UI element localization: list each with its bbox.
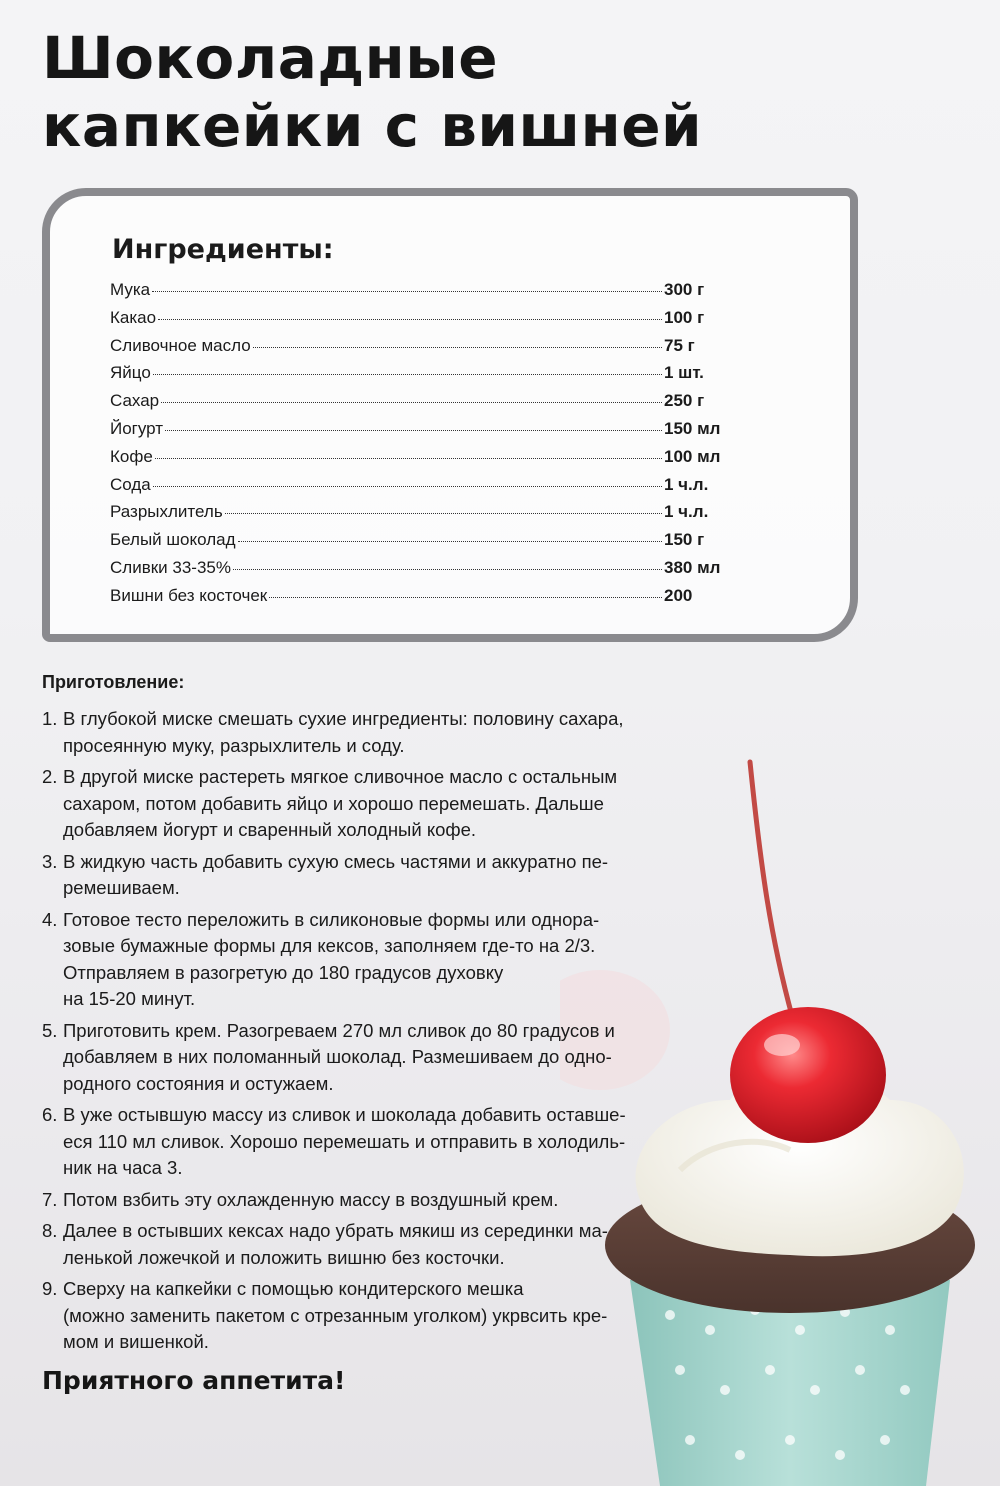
preparation-step: [42, 1187, 692, 1214]
preparation-steps: [42, 706, 692, 1361]
ingredient-row: [110, 336, 750, 364]
ingredients-panel: [42, 188, 858, 642]
ingredient-quantity: 150 г: [664, 530, 705, 550]
step-text: Приготовить крем. Разогреваем 270 мл сливок до 80 градусов и добавляем в них поломанный шоколад. Размешиваем до одно- родного состояния и остужаем.: [63, 1019, 615, 1094]
step-number: 4.: [42, 908, 58, 930]
step-number: 2.: [42, 766, 58, 787]
title-line-2: капкейки с вишней: [42, 92, 703, 160]
ingredient-row: [110, 502, 750, 530]
step-number: 9.: [42, 1278, 58, 1299]
ingredient-quantity: 75 г: [664, 335, 695, 355]
ingredient-name: Сода: [110, 474, 151, 494]
closing-text: Приятного аппетита!: [42, 1366, 346, 1395]
ingredient-row: [110, 280, 750, 308]
dotted-leader: [161, 402, 662, 403]
preparation-step: [42, 1018, 692, 1098]
step-number: 3.: [42, 850, 58, 872]
ingredient-name: Сахар: [110, 391, 160, 411]
ingredient-row: [110, 308, 750, 336]
ingredient-row: [110, 586, 750, 614]
dotted-leader: [153, 486, 662, 487]
dotted-leader: [153, 374, 662, 375]
ingredient-quantity: 1 шт.: [664, 363, 704, 383]
step-text: В другой миске растереть мягкое сливочное масло с остальным сахаром, потом добавить яйцо и хорошо перемешать. Дальше добавляем йогурт и сваренный холодный кофе.: [63, 766, 618, 840]
ingredient-row: [110, 363, 750, 391]
ingredient-row: [110, 447, 750, 475]
ingredient-name: Белый шоколад: [110, 530, 236, 550]
page-title: [42, 24, 702, 160]
dotted-leader: [253, 347, 662, 348]
dotted-leader: [155, 458, 662, 459]
ingredient-row: [110, 419, 750, 447]
step-text: Готовое тесто переложить в силиконовые формы или однора- зовые бумажные формы для кексов, заполняем где-то на 2/3. Отправляем в разогретую до 180 градусов духовку на 15-20 минут.: [63, 908, 600, 1009]
ingredient-name: Йогурт: [110, 418, 164, 438]
preparation-step: [42, 1276, 692, 1356]
dotted-leader: [233, 569, 662, 570]
ingredients-heading: Ингредиенты:: [112, 234, 334, 265]
dotted-leader: [225, 513, 662, 514]
ingredient-quantity: 1 ч.л.: [664, 474, 709, 494]
ingredient-name: Мука: [110, 280, 151, 299]
dotted-leader: [152, 291, 662, 292]
preparation-step: [42, 1102, 692, 1182]
preparation-step: [42, 764, 692, 844]
title-line-1: Шоколадные: [42, 24, 499, 92]
ingredient-quantity: 380 мл: [664, 557, 721, 577]
preparation-step: [42, 706, 692, 759]
ingredient-quantity: 300 г: [664, 280, 705, 299]
step-text: Потом взбить эту охлажденную массу в воздушный крем.: [63, 1188, 559, 1210]
preparation-heading: Приготовление:: [42, 672, 185, 692]
ingredient-name: Какао: [110, 307, 157, 327]
step-text: Далее в остывших кексах надо убрать мякиш из серединки ма- ленькой ложечкой и положить вишню без косточки.: [63, 1220, 608, 1268]
ingredient-quantity: 100 мл: [664, 446, 721, 466]
ingredient-row: [110, 530, 750, 558]
ingredient-name: Яйцо: [110, 363, 151, 383]
ingredient-name: Вишни без косточек: [110, 585, 268, 605]
ingredient-quantity: 100 г: [664, 307, 705, 327]
step-number: 6.: [42, 1104, 58, 1125]
preparation-step: [42, 849, 692, 902]
ingredient-name: Сливочное масло: [110, 335, 251, 355]
step-number: 5.: [42, 1019, 58, 1041]
ingredient-quantity: 250 г: [664, 391, 705, 411]
ingredient-row: [110, 391, 750, 419]
step-number: 8.: [42, 1220, 58, 1241]
step-number: 7.: [42, 1188, 58, 1210]
step-text: В жидкую часть добавить сухую смесь частями и аккуратно пе- ремешиваем.: [63, 850, 609, 898]
dotted-leader: [165, 430, 662, 431]
ingredient-name: Кофе: [110, 446, 153, 466]
step-number: 1.: [42, 708, 58, 729]
step-text: В глубокой миске смешать сухие ингредиенты: половину сахара, просеянную муку, разрыхлитель и соду.: [63, 708, 624, 756]
ingredient-row: [110, 558, 750, 586]
ingredient-row: [110, 475, 750, 503]
cherry-stem: [750, 762, 796, 1030]
cherry: [730, 1007, 886, 1143]
preparation-step: [42, 907, 692, 1013]
ingredient-quantity: 1 ч.л.: [664, 502, 709, 522]
ingredients-list: [110, 280, 750, 614]
ingredient-quantity: 150 мл: [664, 418, 721, 438]
step-text: Сверху на капкейки с помощью кондитерского мешка (можно заменить пакетом с отрезанным уголком) укрвсить кре- мом и вишенкой.: [63, 1278, 608, 1352]
dotted-leader: [269, 597, 662, 598]
ingredient-name: Сливки 33-35%: [110, 557, 231, 577]
dotted-leader: [158, 319, 662, 320]
ingredient-quantity: 200: [664, 585, 693, 605]
ingredient-name: Разрыхлитель: [110, 502, 223, 522]
dotted-leader: [238, 541, 663, 542]
preparation-step: [42, 1218, 692, 1271]
step-text: В уже остывшую массу из сливок и шоколада добавить оставше- еся 110 мл сливок. Хорошо перемешать и отправить в холодиль- ник на часа 3.: [63, 1104, 626, 1178]
